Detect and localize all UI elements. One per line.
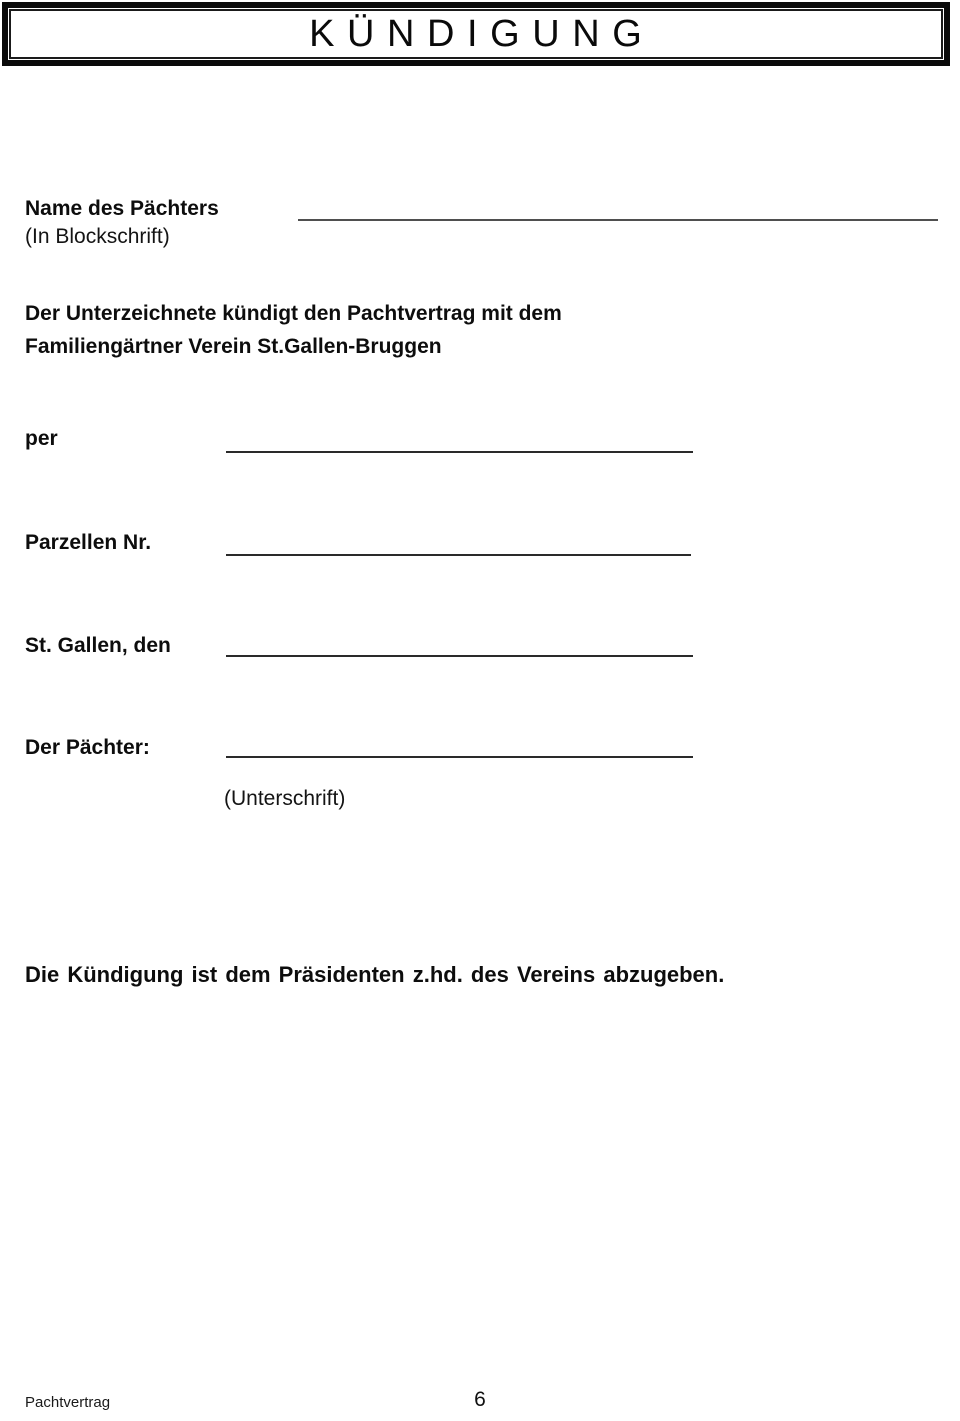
tenant-signature-line bbox=[226, 756, 693, 758]
place-date-signature-line bbox=[226, 655, 693, 657]
title-box-inner bbox=[9, 9, 943, 59]
intro-line-2: Familiengärtner Verein St.Gallen-Bruggen bbox=[25, 335, 442, 358]
name-label: Name des Pächters bbox=[25, 197, 219, 220]
name-signature-line bbox=[298, 219, 938, 221]
footer-document-label: Pachtvertrag bbox=[25, 1394, 111, 1411]
intro-line-1: Der Unterzeichnete kündigt den Pachtvertrag mit dem bbox=[25, 302, 562, 325]
signature-caption: (Unterschrift) bbox=[224, 787, 346, 810]
page-title: K Ü N D I G U N G bbox=[309, 12, 643, 55]
parcel-number-label: Parzellen Nr. bbox=[25, 531, 152, 554]
name-sublabel: (In Blockschrift) bbox=[25, 225, 170, 248]
footer-page-number: 6 bbox=[474, 1388, 486, 1411]
delivery-note: Die Kündigung ist dem Präsidenten z.hd. des Vereins abzugeben. bbox=[25, 962, 725, 987]
parcel-number-signature-line bbox=[226, 554, 691, 556]
per-label: per bbox=[25, 427, 58, 450]
place-date-label: St. Gallen, den bbox=[25, 634, 171, 657]
title-box bbox=[2, 2, 950, 66]
per-signature-line bbox=[226, 451, 693, 453]
tenant-label: Der Pächter: bbox=[25, 736, 150, 759]
